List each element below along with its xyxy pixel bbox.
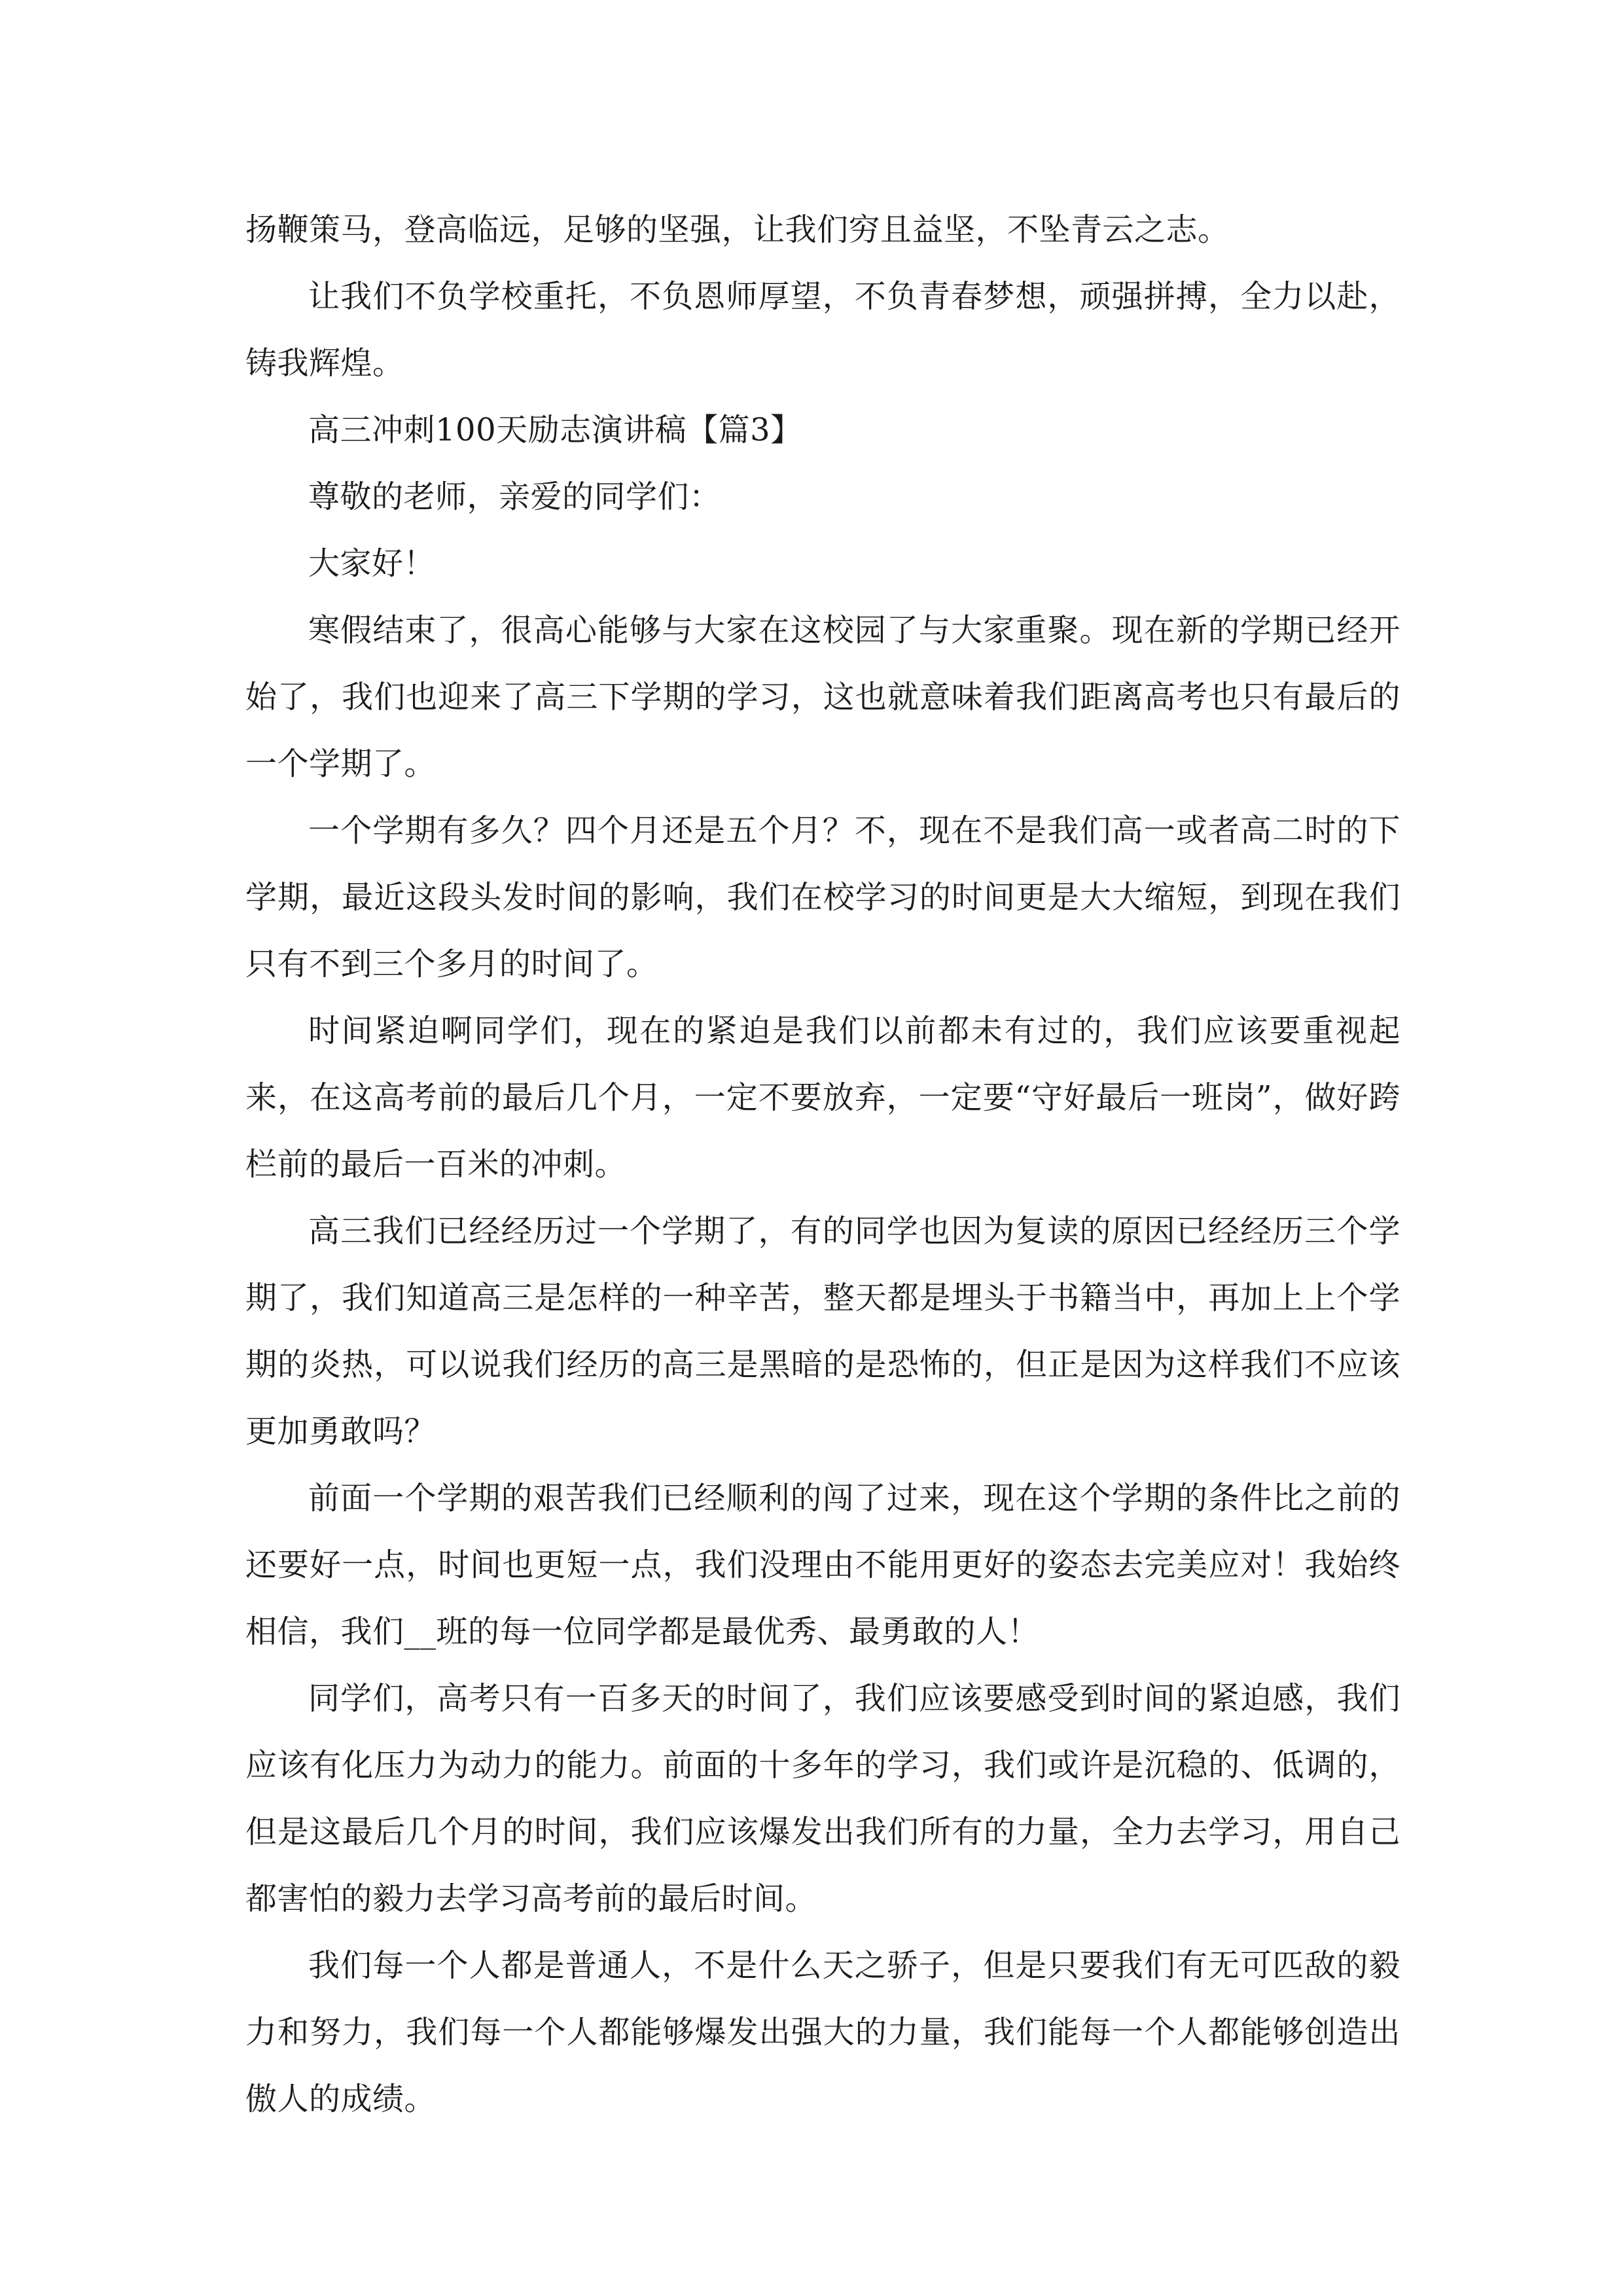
- paragraph: 一个学期有多久？四个月还是五个月？不，现在不是我们高一或者高二时的下学期，最近这段头发时间的影响，我们在校学习的时间更是大大缩短，到现在我们只有不到三个多月的时间了。: [245, 812, 1400, 982]
- paragraph: 寒假结束了，很高心能够与大家在这校园了与大家重聚。现在新的学期已经开始了，我们也迎来了高三下学期的学习，这也就意味着我们距离高考也只有最后的一个学期了。: [245, 612, 1400, 782]
- section-title: 高三冲刺100天励志演讲稿【篇3】: [308, 412, 802, 448]
- paragraph: 高三我们已经经历过一个学期了，有的同学也因为复读的原因已经经历三个学期了，我们知道高三是怎样的一种辛苦，整天都是埋头于书籍当中，再加上上个学期的炎热，可以说我们经历的高三是黑暗的是恐怖的，但正是因为这样我们不应该更加勇敢吗？: [245, 1213, 1400, 1450]
- paragraph: 同学们，高考只有一百多天的时间了，我们应该要感受到时间的紧迫感，我们应该有化压力为动力的能力。前面的十多年的学习，我们或许是沉稳的、低调的，但是这最后几个月的时间，我们应该爆发出我们所有的力量，全力去学习，用自己都害怕的毅力去学习高考前的最后时间。: [245, 1680, 1400, 1917]
- paragraph: 我们每一个人都是普通人，不是什么天之骄子，但是只要我们有无可匹敌的毅力和努力，我们每一个人都能够爆发出强大的力量，我们能每一个人都能够创造出傲人的成绩。: [245, 1947, 1400, 2117]
- paragraph: 前面一个学期的艰苦我们已经顺利的闯了过来，现在这个学期的条件比之前的还要好一点，时间也更短一点，我们没理由不能用更好的姿态去完美应对！我始终相信，我们__班的每一位同学都是最优秀、最勇敢的人！: [245, 1480, 1400, 1650]
- paragraph-closing-call: 让我们不负学校重托，不负恩师厚望，不负青春梦想，顽强拼搏，全力以赴，铸我辉煌。: [245, 278, 1400, 382]
- salutation: 尊敬的老师，亲爱的同学们：: [308, 478, 721, 515]
- greeting: 大家好！: [308, 545, 436, 582]
- paragraph: 时间紧迫啊同学们，现在的紧迫是我们以前都未有过的，我们应该要重视起来，在这高考前的最后几个月，一定不要放弃，一定要“守好最后一班岗”，做好跨栏前的最后一百米的冲刺。: [245, 1013, 1400, 1183]
- paragraph-continuation: 扬鞭策马，登高临远，足够的坚强，让我们穷且益坚，不坠青云之志。: [245, 211, 1230, 248]
- document-body: [245, 196, 1400, 2132]
